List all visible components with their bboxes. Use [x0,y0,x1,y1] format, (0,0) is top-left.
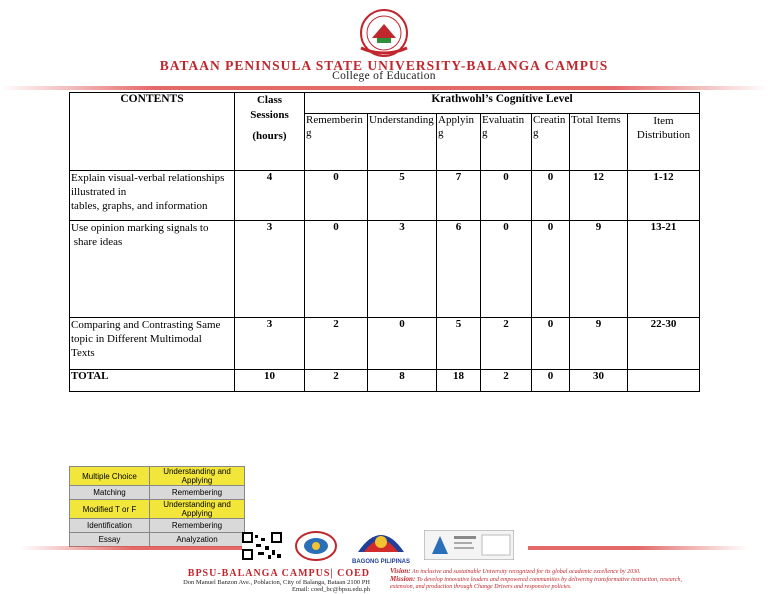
legend-level: Understanding and Applying [150,467,245,486]
footer-title: BPSU-BALANGA CAMPUS| COED [187,568,370,579]
creating-cell: 0 [532,370,570,392]
legend-level: Remembering [150,519,245,533]
bagong-pilipinas-logo [352,522,410,566]
total-label: TOTAL [70,370,235,392]
applying-cell: 7 [437,171,481,221]
item-distribution-header: Item Distribution [628,114,700,171]
header-divider [0,86,768,90]
applying-cell: 5 [437,318,481,370]
content-cell: Comparing and Contrasting Same topic in Different Multimodal Texts [70,318,235,370]
level-creating-header: Creatin g [532,114,570,171]
certification-logo [424,530,514,560]
legend-type: Identification [70,519,150,533]
sessions-cell: 3 [235,318,305,370]
legend-level: Analyzation [150,533,245,547]
footer-divider-left [20,546,242,550]
sessions-cell: 4 [235,171,305,221]
creating-cell: 0 [532,221,570,318]
table-row [70,171,700,221]
creating-cell: 0 [532,171,570,221]
legend-level: Understanding and Applying [150,500,245,519]
level-evaluating-header: Evaluatin g [481,114,532,171]
remembering-cell: 2 [305,370,368,392]
legend-row [70,500,245,519]
understanding-cell: 8 [368,370,437,392]
applying-cell: 6 [437,221,481,318]
krathwohl-header: Krathwohl’s Cognitive Level [305,93,700,114]
remembering-cell: 0 [305,221,368,318]
total-items-header: Total Items [570,114,628,171]
qr-code-icon [242,532,282,560]
understanding-cell: 5 [368,171,437,221]
legend-type: Modified T or F [70,500,150,519]
college-name: College of Education [332,70,436,82]
table-row [70,221,700,318]
table-row [70,318,700,370]
class-sessions-header: Class Sessions (hours) [235,93,305,171]
total-cell: 9 [570,318,628,370]
total-cell: 30 [570,370,628,392]
remembering-cell: 0 [305,171,368,221]
test-type-legend [69,466,245,547]
university-name: BATAAN PENINSULA STATE UNIVERSITY-BALANGA CAMPUS [159,58,609,73]
distribution-cell: 1-12 [628,171,700,221]
table-of-specifications [69,92,700,392]
creating-cell: 0 [532,318,570,370]
total-row [70,370,700,392]
sessions-cell: 3 [235,221,305,318]
distribution-cell [628,370,700,392]
legend-row [70,486,245,500]
level-remembering-header: Rememberin g [305,114,368,171]
legend-type: Essay [70,533,150,547]
distribution-cell: 22-30 [628,318,700,370]
footer-email: Email: coed_bc@bpsu.edu.ph [291,586,370,593]
content-cell: Explain visual-verbal relationships illustrated in tables, graphs, and information [70,171,235,221]
level-applying-header: Applyin g [437,114,481,171]
total-cell: 9 [570,221,628,318]
footer-address: Don Manuel Banzon Ave., Poblacion, City of Balanga, Bataan 2100 PH [183,579,370,586]
legend-type: Multiple Choice [70,467,150,486]
applying-cell: 18 [437,370,481,392]
evaluating-cell: 0 [481,171,532,221]
level-understanding-header: Understanding [368,114,437,171]
university-seal-logo [353,8,415,58]
understanding-cell: 0 [368,318,437,370]
college-logo [293,530,339,562]
contents-header: CONTENTS [70,93,235,171]
sessions-cell: 10 [235,370,305,392]
understanding-cell: 3 [368,221,437,318]
evaluating-cell: 2 [481,318,532,370]
content-cell: Use opinion marking signals to share ideas [70,221,235,318]
legend-row [70,467,245,486]
legend-type: Matching [70,486,150,500]
evaluating-cell: 0 [481,221,532,318]
remembering-cell: 2 [305,318,368,370]
legend-row [70,519,245,533]
total-cell: 12 [570,171,628,221]
legend-level: Remembering [150,486,245,500]
legend-row [70,533,245,547]
footer-divider-right [528,546,748,550]
footer-vision-mission: Vision: An inclusive and sustainable University recognized for its global academic excellence by 2030. Mission: To develop innovative leaders and empowered communities by delivering transformative instruction, research, extension, and production through Change Drivers and responsive policies. [390,567,683,590]
svg-text:BAGONG PILIPINAS: BAGONG PILIPINAS [352,559,410,565]
evaluating-cell: 2 [481,370,532,392]
distribution-cell: 13-21 [628,221,700,318]
